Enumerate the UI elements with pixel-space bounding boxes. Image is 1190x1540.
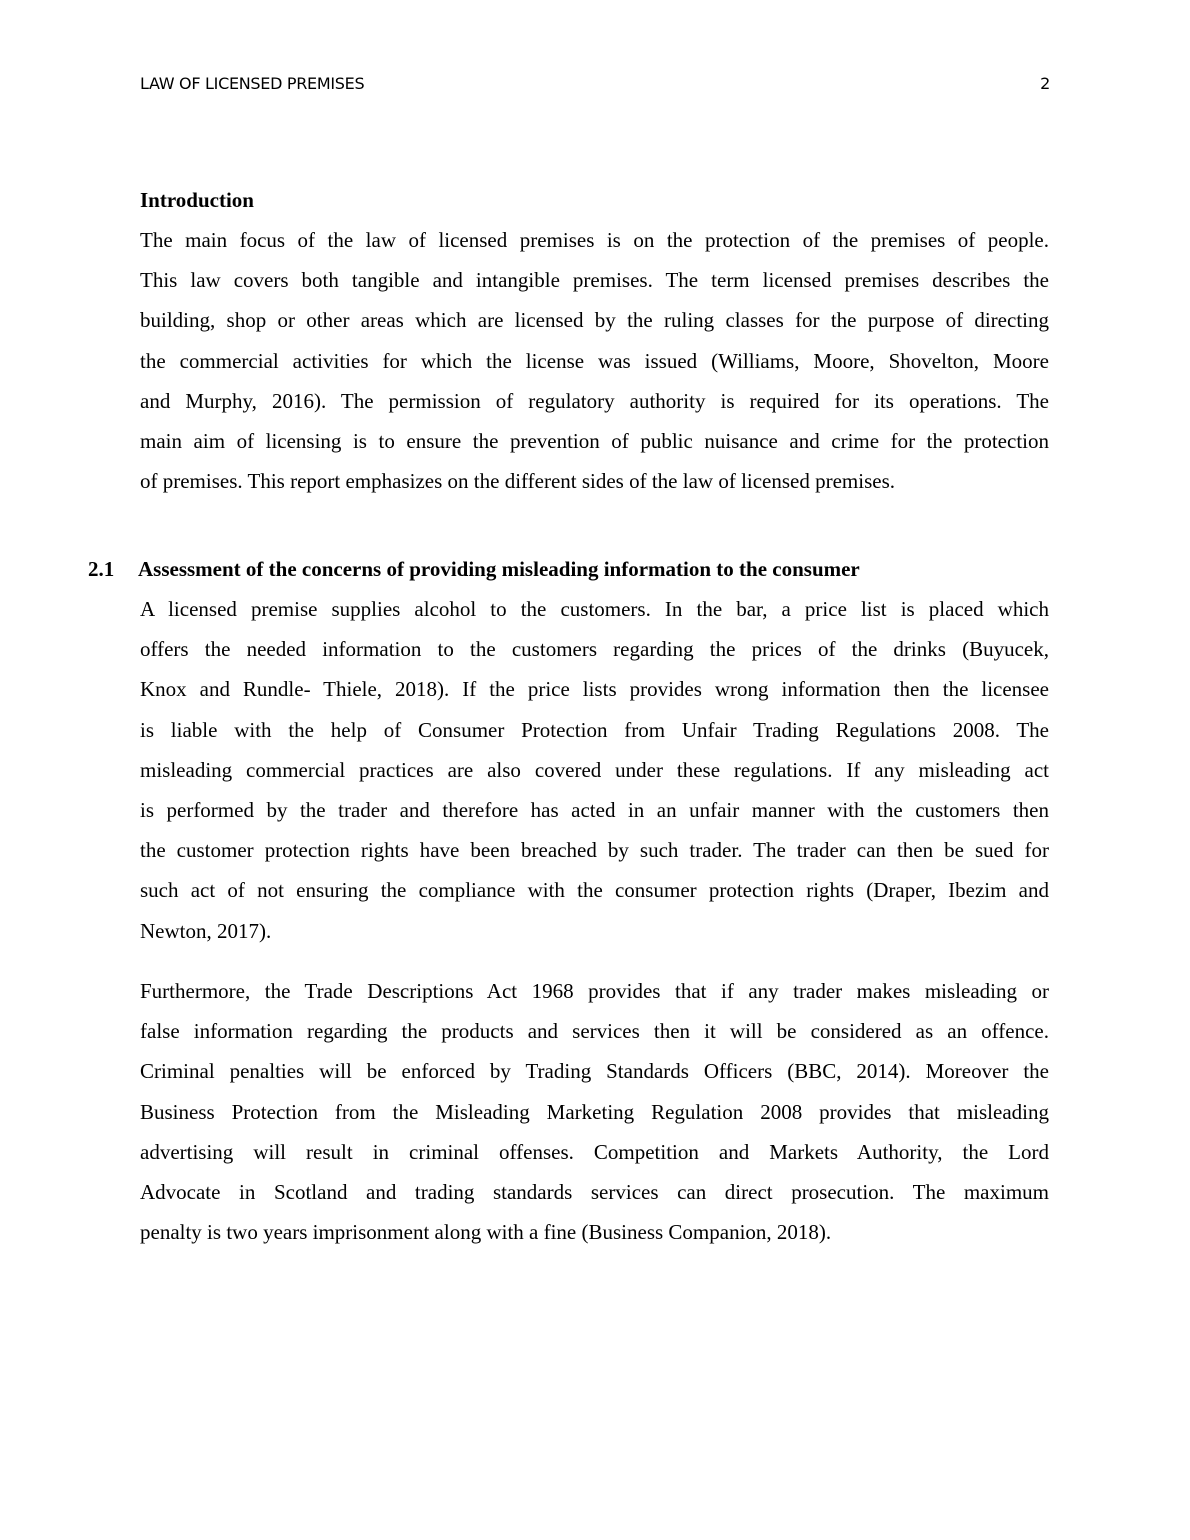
text-line: the customer protection rights have been breached by such trader. The trader can then be sued for bbox=[140, 838, 1049, 863]
text-line: is liable with the help of Consumer Protection from Unfair Trading Regulations 2008. The bbox=[140, 717, 1049, 742]
text-line: Criminal penalties will be enforced by Trading Standards Officers (BBC, 2014). Moreover the bbox=[140, 1059, 1049, 1084]
section-2-1-paragraph-1 bbox=[140, 589, 1049, 951]
section-2-1-paragraph-2 bbox=[140, 971, 1049, 1252]
text-line: A licensed premise supplies alcohol to the customers. In the bar, a price list is placed which bbox=[140, 597, 1049, 621]
text-line: false information regarding the products and services then it will be considered as an offence. bbox=[140, 1019, 1049, 1044]
text-line: building, shop or other areas which are licensed by the ruling classes for the purpose of directing bbox=[140, 308, 1049, 333]
text-line: Newton, 2017). bbox=[140, 918, 272, 943]
text-line: offers the needed information to the customers regarding the prices of the drinks (Buyucek, bbox=[140, 637, 1049, 662]
text-line: penalty is two years imprisonment along with a fine (Business Companion, 2018). bbox=[140, 1220, 832, 1245]
page-number: 2 bbox=[1040, 74, 1050, 93]
text-line: Knox and Rundle- Thiele, 2018). If the price lists provides wrong information then the licensee bbox=[140, 677, 1049, 702]
section-title: Assessment of the concerns of providing misleading information to the consumer bbox=[138, 557, 860, 581]
text-line: The main focus of the law of licensed premises is on the protection of the premises of people. bbox=[140, 228, 1049, 252]
text-line: the commercial activities for which the license was issued (Williams, Moore, Shovelton, Moore bbox=[140, 348, 1049, 373]
text-line: advertising will result in criminal offenses. Competition and Markets Authority, the Lord bbox=[140, 1139, 1049, 1164]
section-number: 2.1 bbox=[88, 557, 115, 581]
section-2-1-heading bbox=[88, 556, 860, 582]
text-line: Advocate in Scotland and trading standards services can direct prosecution. The maximum bbox=[140, 1179, 1049, 1204]
text-line: main aim of licensing is to ensure the prevention of public nuisance and crime for the protection bbox=[140, 428, 1049, 453]
text-line: Business Protection from the Misleading Marketing Regulation 2008 provides that misleading bbox=[140, 1099, 1049, 1124]
text-line: and Murphy, 2016). The permission of regulatory authority is required for its operations. The bbox=[140, 388, 1049, 413]
introduction-heading: Introduction bbox=[140, 188, 254, 212]
text-line: This law covers both tangible and intangible premises. The term licensed premises describes the bbox=[140, 268, 1049, 293]
text-line: misleading commercial practices are also covered under these regulations. If any misleading act bbox=[140, 757, 1049, 782]
text-line: Furthermore, the Trade Descriptions Act 1968 provides that if any trader makes misleading or bbox=[140, 979, 1049, 1003]
text-line: is performed by the trader and therefore has acted in an unfair manner with the customers then bbox=[140, 797, 1049, 822]
text-line: such act of not ensuring the compliance with the consumer protection rights (Draper, Ibezim and bbox=[140, 878, 1049, 903]
text-line: of premises. This report emphasizes on the different sides of the law of licensed premises. bbox=[140, 469, 896, 494]
running-header bbox=[140, 72, 1050, 96]
header-title: LAW OF LICENSED PREMISES bbox=[140, 74, 365, 93]
introduction-paragraph bbox=[140, 220, 1049, 501]
